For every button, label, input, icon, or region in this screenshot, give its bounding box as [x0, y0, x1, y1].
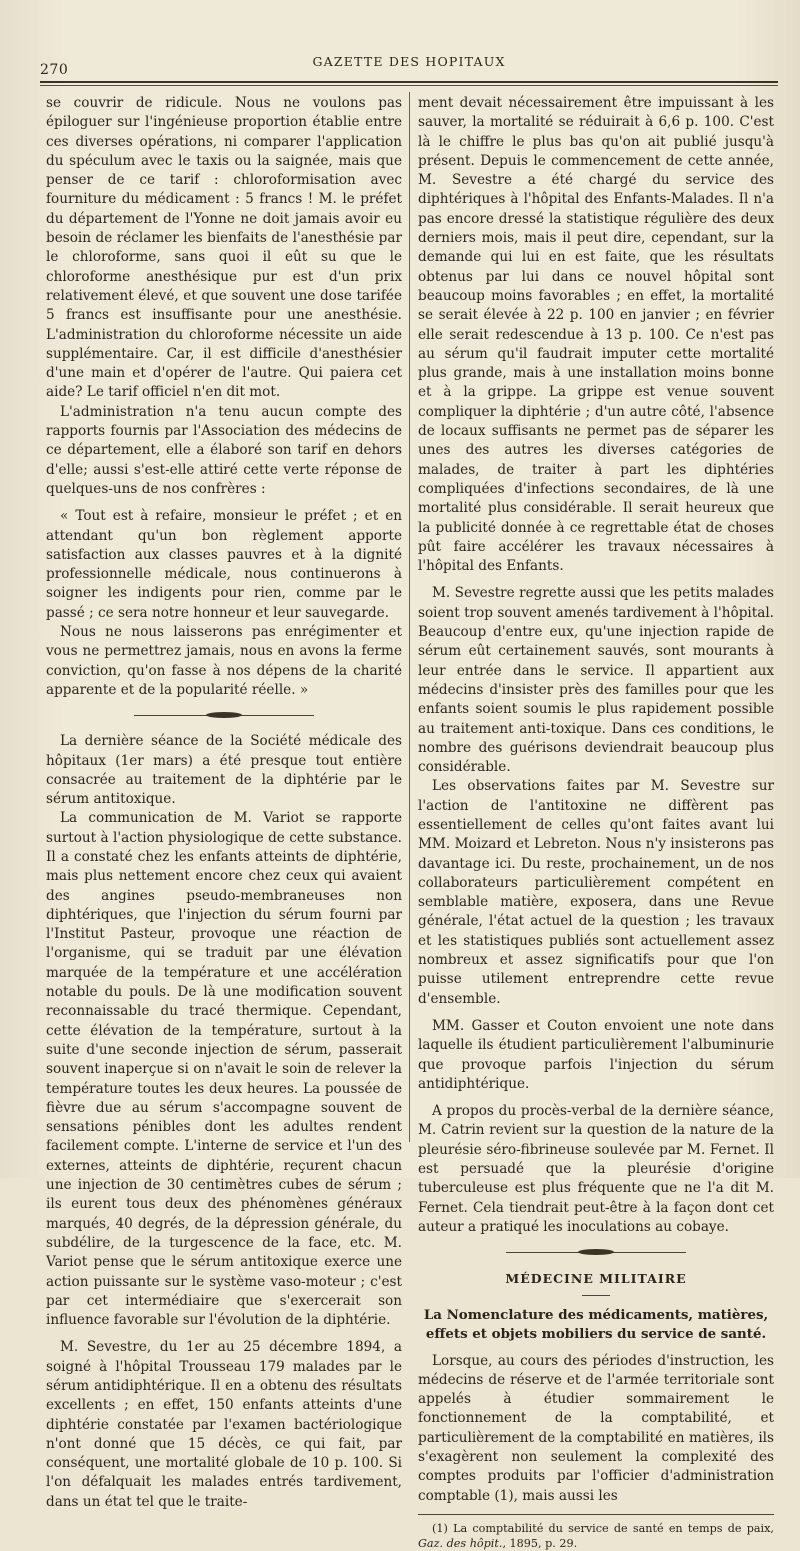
paragraph: ment devait nécessairement être impuissant à les sauver, la mortalité se réduirait à 6,6 p. 100. C'est là le chiffre le plus bas qu'on ait publié jusqu'à présent. Depuis le commencement de cette année, M. Sevestre a été chargé du service des diphtériques à l'hôpital des Enfants-Malades. Il n'a pas encore dressé la statistique régulière des deux derniers mois, mais il peut dire, cependant, sur la demande qui lui en est faite, que les résultats obtenus par lui dans ce nouvel hôpital sont beaucoup moins favorables ; en effet, la mortalité se serait élevée à 22 p. 100 en janvier ; en février elle serait redescendue à 13 p. 100. Ce n'est pas au sérum qu'il faudrait imputer cette mortalité plus grande, mais à une installation moins bonne et à la grippe. La grippe est venue souvent compliquer la diphtérie ; d'un autre côté, l'absence de locaux suffisants ne permet pas de séparer les unes des autres les diverses catégories de malades, de traiter à part les diphtéries compliquées d'infections secondaires, de là une mortalité plus considérable. Il serait heureux que la publicité donnée à ce regrettable état de choses pût faire accélérer les travaux nécessaires à l'hôpital des Enfants. [418, 95, 774, 575]
section-ornament [506, 1247, 686, 1257]
header-rule [40, 81, 778, 83]
paragraph: M. Sevestre, du 1er au 25 décembre 1894, a soigné à l'hôpital Trousseau 179 malades par le sérum antidiphtérique. Il en a obtenu des résultats excellents ; en effet, 150 enfants atteints d'une diphtérie constatée par l'examen bactériologique n'ont donné que 15 décès, ce qui fait, par conséquent, une mortalité globale de 10 p. 100. Si l'on défalquait les malades entrés tardivement, dans un état tel que le traite- [46, 1339, 402, 1510]
page-number: 270 [40, 62, 69, 78]
paragraph: se couvrir de ridicule. Nous ne voulons pas épiloguer sur l'ingénieuse proportion établie entre ces diverses opérations, ni comparer l'application du spéculum avec le taxis ou la saignée, mais que penser de ce tarif : chloroformisation avec fourniture du médicament : 5 francs ! M. le préfet du département de l'Yonne ne doit jamais avoir eu besoin de réclamer les bienfaits de l'anesthésie par le chloroforme, sans quoi il eût su que le chloroforme anesthésique pur est d'un prix relativement élevé, et que souvent une dose tarifée 5 francs est insuffisante pour une anesthésie. L'administration du chloroforme nécessite un aide supplémentaire. Car, il est difficile d'anesthésier d'une main et d'opérer de l'autre. Qui paiera cet aide? Le tarif officiel n'en dit mot. [46, 95, 402, 401]
page-header [40, 52, 778, 82]
section-ornament [134, 710, 314, 720]
paragraph: A propos du procès-verbal de la dernière séance, M. Catrin revient sur la question de la nature de la pleurésie séro-fibrineuse soulevée par M. Fernet. Il est persuadé que la pleurésie d'origine tuberculeuse est plus fréquente que ne l'a dit M. Fernet. Cela tiendrait peut-être à la façon dont cet auteur a pratiqué les inoculations au cobaye. [418, 1103, 774, 1235]
paragraph: M. Sevestre regrette aussi que les petits malades soient trop souvent amenés tardivement à l'hôpital. Beaucoup d'entre eux, qu'une injection rapide de sérum eût certainement sauvés, sont mourants à leur entrée dans le service. Il appartient aux médecins d'insister près des familles pour que les enfants soient soumis le plus rapidement possible au traitement anti-toxique. Dans ces conditions, le nombre des guérisons deviendrait beaucoup plus considérable. [418, 585, 774, 776]
left-column [46, 94, 402, 1512]
article-title: La Nomenclature des médicaments, matières, effets et objets mobiliers du service de santé. [423, 1306, 769, 1342]
section-title: MÉDECINE MILITAIRE [505, 1271, 687, 1287]
quote-paragraph: « Tout est à refaire, monsieur le préfet ; et en attendant qu'un bon règlement apporte satisfaction aux classes pauvres et à la dignité professionnelle médicale, nous continuerons à soigner les indigents pour rien, comme par le passé ; ce sera notre honneur et leur sauvegarde. [46, 508, 402, 621]
paragraph: Les observations faites par M. Sevestre sur l'action de l'antitoxine ne diffèrent pas essentiellement de celles qu'ont faites avant lui MM. Moizard et Lebreton. Nous n'y insisterons pas davantage ici. Du reste, prochainement, un de nos collaborateurs particulièrement compétent en semblable matière, exposera, dans une Revue générale, l'état actuel de la question ; les travaux et les statistiques publiés sont actuellement assez nombreux et assez significatifs pour que l'on puisse utilement entreprendre cette revue d'ensemble. [418, 778, 774, 1007]
footnote-reference: , 1895, p. 29. [502, 1536, 578, 1550]
title-rule [582, 1295, 610, 1296]
footnote-text: (1) La comptabilité du service de santé en temps de paix, [432, 1521, 774, 1535]
footnote-rule [418, 1514, 774, 1515]
footnote-source: Gaz. des hôpit. [418, 1536, 503, 1550]
paragraph: MM. Gasser et Couton envoient une note dans laquelle ils étudient particulièrement l'albuminurie que provoque parfois l'injection du sérum antidiphtérique. [418, 1017, 774, 1092]
journal-title: GAZETTE DES HOPITAUX [312, 54, 506, 69]
column-divider [409, 92, 410, 1142]
right-column [418, 94, 774, 1551]
paragraph: La dernière séance de la Société médicale des hôpitaux (1er mars) a été presque tout entière consacrée au traitement de la diphtérie par le sérum antitoxique. [46, 733, 402, 808]
quote-paragraph: Nous ne nous laisserons pas enrégimenter et vous ne permettrez jamais, nous en avons la ferme conviction, qu'on fasse à nos dépens de la charité apparente et de la popularité réelle. » [46, 624, 402, 698]
footnote [418, 1521, 774, 1551]
paragraph: La communication de M. Variot se rapporte surtout à l'action physiologique de cette substance. Il a constaté chez les enfants atteints de diphtérie, mais plus nettement encore chez ceux qui avaient des angines pseudo-membraneuses non diphtériques, que l'injection du sérum fourni par l'Institut Pasteur, provoque une réaction de l'organisme, qui se traduit par une élévation marquée de la température et une accélération notable du pouls. De là une modification souvent reconnaissable du tracé thermique. Cependant, cette élévation de la température, surtout à la suite d'une seconde injection de sérum, passerait souvent inaperçue si on n'avait le soin de relever la température toutes les deux heures. La poussée de fièvre due au sérum s'accompagne souvent de sensations pénibles dont les adultes rendent facilement compte. L'interne de service et l'un des externes, atteints de diphtérie, reçurent chacun une injection de 30 centimètres cubes de sérum ; ils eurent tous deux des phénomènes généraux marqués, 40 degrés, de la dépression générale, du subdélire, de la turgescence de la face, etc. M. Variot pense que le sérum antitoxique exerce une action puissante sur le système vaso-moteur ; c'est par cet intermédiaire que s'exercerait son influence favorable sur l'évolution de la diphtérie. [46, 810, 402, 1329]
paragraph: Lorsque, au cours des périodes d'instruction, les médecins de réserve et de l'armée territoriale sont appelés à étudier sommairement le fonctionnement de la comptabilité, et particulièrement de la comptabilité en matières, ils s'exagèrent non seulement la complexité des comptes produits par l'officier d'administration comptable (1), mais aussi les [418, 1352, 774, 1504]
paragraph: L'administration n'a tenu aucun compte des rapports fournis par l'Association des médecins de ce département, elle a élaboré son tarif en dehors d'elle; aussi s'est-elle attiré cette verte réponse de quelques-uns de nos confrères : [46, 403, 402, 497]
header-rule-thin [40, 85, 778, 86]
